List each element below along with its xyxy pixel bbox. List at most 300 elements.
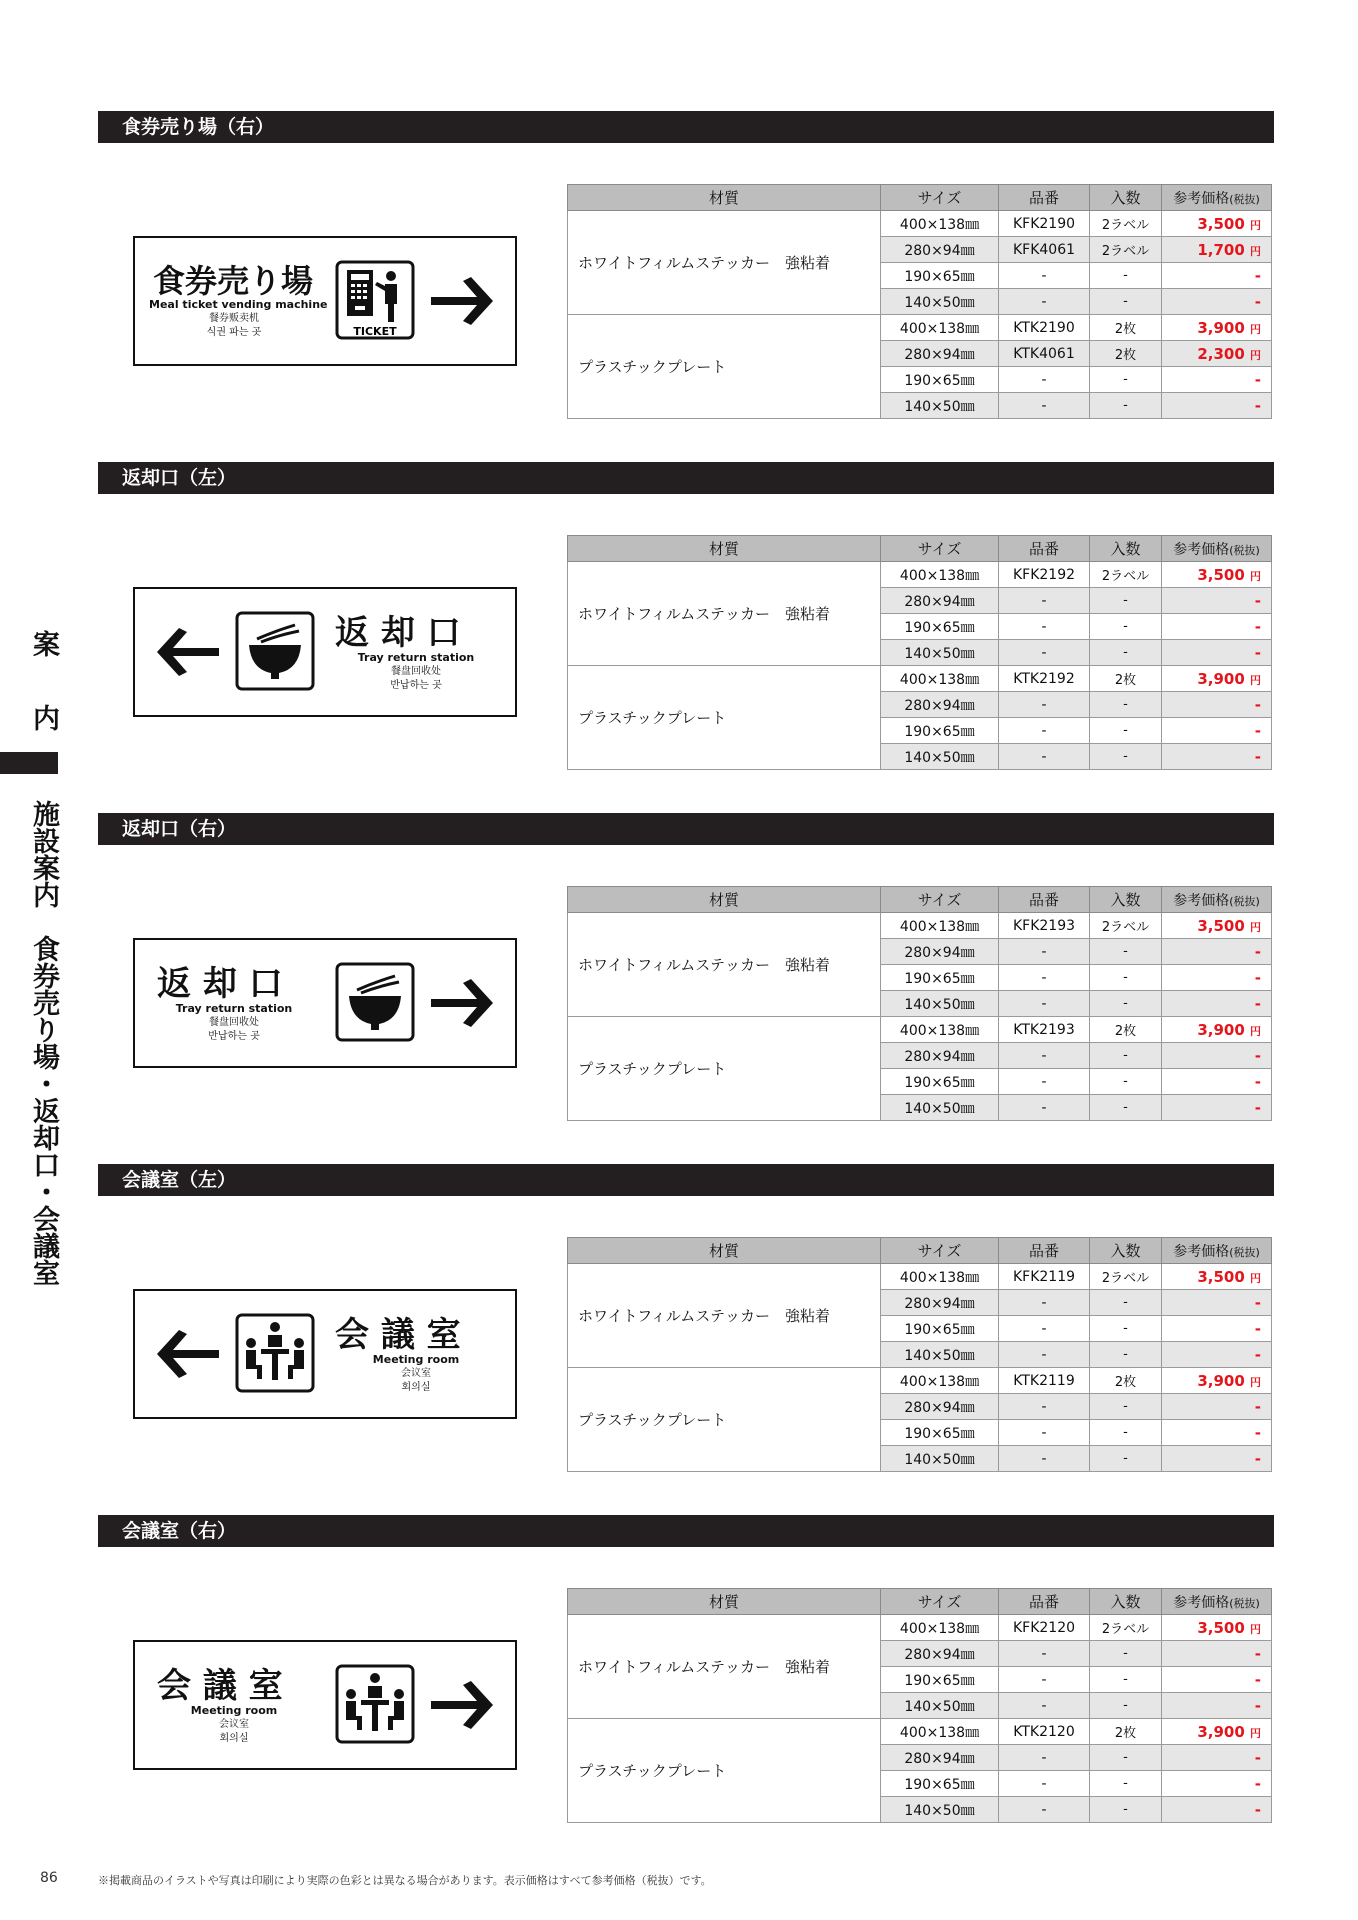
size-cell: 140×50㎜ — [881, 393, 999, 419]
price-value: - — [1254, 1774, 1261, 1793]
price-value: - — [1254, 1046, 1261, 1065]
header-material: 材質 — [568, 185, 881, 211]
header-material: 材質 — [568, 1589, 881, 1615]
price-cell — [1162, 666, 1272, 692]
price-unit: 円 — [1250, 920, 1261, 934]
price-cell — [1162, 1043, 1272, 1069]
table-row — [568, 315, 1272, 341]
product-section — [98, 111, 1274, 441]
size-cell: 140×50㎜ — [881, 744, 999, 770]
price-cell — [1162, 237, 1272, 263]
section-title: 返却口（左） — [98, 462, 1274, 494]
qty-cell: - — [1090, 744, 1162, 770]
price-unit: 円 — [1250, 1726, 1261, 1740]
qty-cell: - — [1090, 263, 1162, 289]
price-cell — [1162, 1797, 1272, 1823]
price-value: - — [1254, 617, 1261, 636]
price-cell — [1162, 393, 1272, 419]
price-cell — [1162, 1420, 1272, 1446]
header-code: 品番 — [999, 536, 1090, 562]
size-cell: 140×50㎜ — [881, 991, 999, 1017]
code-cell: - — [999, 1693, 1090, 1719]
table-header-row — [568, 185, 1272, 211]
qty-cell: - — [1090, 1693, 1162, 1719]
price-cell — [1162, 913, 1272, 939]
header-material: 材質 — [568, 1238, 881, 1264]
price-cell — [1162, 1017, 1272, 1043]
sign-korean: 회의실 — [219, 1733, 249, 1744]
price-unit: 円 — [1250, 348, 1261, 362]
qty-cell: 2ラベル — [1090, 237, 1162, 263]
price-unit: 円 — [1250, 569, 1261, 583]
material-cell: プラスチックプレート — [568, 1368, 881, 1472]
sign-multilingual — [149, 1704, 319, 1746]
price-cell — [1162, 1446, 1272, 1472]
code-cell: - — [999, 1420, 1090, 1446]
qty-cell: - — [1090, 289, 1162, 315]
price-value: 3,900 — [1197, 1371, 1245, 1390]
qty-cell: - — [1090, 965, 1162, 991]
code-cell: KTK2190 — [999, 315, 1090, 341]
qty-cell: - — [1090, 1797, 1162, 1823]
price-value: - — [1254, 1345, 1261, 1364]
qty-cell: 2枚 — [1090, 341, 1162, 367]
size-cell: 400×138㎜ — [881, 1017, 999, 1043]
price-cell — [1162, 588, 1272, 614]
price-value: - — [1254, 1397, 1261, 1416]
header-code: 品番 — [999, 185, 1090, 211]
material-cell: プラスチックプレート — [568, 315, 881, 419]
price-unit: 円 — [1250, 1622, 1261, 1636]
size-cell: 280×94㎜ — [881, 341, 999, 367]
material-cell: プラスチックプレート — [568, 1017, 881, 1121]
material-cell: プラスチックプレート — [568, 1719, 881, 1823]
price-cell — [1162, 1095, 1272, 1121]
code-cell: KTK2119 — [999, 1368, 1090, 1394]
sign-illustration — [133, 587, 517, 717]
code-cell: - — [999, 1290, 1090, 1316]
code-cell: - — [999, 367, 1090, 393]
arrow-left-icon — [153, 624, 223, 680]
qty-cell: 2ラベル — [1090, 562, 1162, 588]
spec-table — [567, 886, 1272, 1121]
sign-chinese: 餐券贩卖机 — [209, 313, 259, 324]
sign-illustration — [133, 1640, 517, 1770]
price-cell — [1162, 289, 1272, 315]
price-unit: 円 — [1250, 322, 1261, 336]
header-size: サイズ — [881, 185, 999, 211]
price-cell — [1162, 744, 1272, 770]
code-cell: - — [999, 1446, 1090, 1472]
table-header-row — [568, 1589, 1272, 1615]
price-value: - — [1254, 942, 1261, 961]
price-value: - — [1254, 1696, 1261, 1715]
arrow-left-icon — [153, 1326, 223, 1382]
header-price-label: 参考価格 — [1173, 190, 1230, 207]
price-cell — [1162, 1394, 1272, 1420]
qty-cell: 2枚 — [1090, 1017, 1162, 1043]
spec-table — [567, 1588, 1272, 1823]
price-value: 3,900 — [1197, 1020, 1245, 1039]
table-header-row — [568, 1238, 1272, 1264]
meeting-room-icon — [335, 1664, 415, 1744]
price-cell — [1162, 692, 1272, 718]
qty-cell: - — [1090, 1342, 1162, 1368]
size-cell: 280×94㎜ — [881, 588, 999, 614]
sign-illustration — [133, 938, 517, 1068]
price-value: 2,300 — [1197, 344, 1245, 363]
qty-cell: - — [1090, 991, 1162, 1017]
price-cell — [1162, 1771, 1272, 1797]
header-price-label: 参考価格 — [1173, 892, 1230, 909]
price-cell — [1162, 1264, 1272, 1290]
side-tab-bottom: 施設案内 食券売り場・返却口・会議室 — [28, 800, 59, 1286]
code-cell: KFK2192 — [999, 562, 1090, 588]
qty-cell: 2ラベル — [1090, 1264, 1162, 1290]
code-cell: - — [999, 640, 1090, 666]
code-cell: - — [999, 1641, 1090, 1667]
price-value: - — [1254, 1293, 1261, 1312]
price-value: 3,900 — [1197, 669, 1245, 688]
price-cell — [1162, 1069, 1272, 1095]
price-cell — [1162, 1316, 1272, 1342]
size-cell: 190×65㎜ — [881, 263, 999, 289]
section-title: 食券売り場（右） — [98, 111, 1274, 143]
product-section — [98, 1515, 1274, 1845]
header-price-label: 参考価格 — [1173, 1594, 1230, 1611]
header-price-note: (税抜) — [1229, 1596, 1260, 1610]
header-size: サイズ — [881, 1238, 999, 1264]
qty-cell: 2ラベル — [1090, 1615, 1162, 1641]
header-material: 材質 — [568, 536, 881, 562]
qty-cell: - — [1090, 1745, 1162, 1771]
material-cell: ホワイトフィルムステッカー 強粘着 — [568, 1264, 881, 1368]
size-cell: 400×138㎜ — [881, 1264, 999, 1290]
size-cell: 190×65㎜ — [881, 718, 999, 744]
spec-table — [567, 1237, 1272, 1472]
code-cell: - — [999, 393, 1090, 419]
qty-cell: - — [1090, 1069, 1162, 1095]
price-cell — [1162, 367, 1272, 393]
sign-multilingual — [149, 298, 328, 340]
arrow-right-icon — [427, 1677, 497, 1733]
size-cell: 140×50㎜ — [881, 1095, 999, 1121]
product-section — [98, 1164, 1274, 1494]
qty-cell: - — [1090, 1420, 1162, 1446]
code-cell: - — [999, 744, 1090, 770]
table-row — [568, 666, 1272, 692]
product-section — [98, 462, 1274, 792]
price-cell — [1162, 1615, 1272, 1641]
price-value: 1,700 — [1197, 240, 1245, 259]
price-unit: 円 — [1250, 244, 1261, 258]
header-qty: 入数 — [1090, 185, 1162, 211]
size-cell: 280×94㎜ — [881, 1641, 999, 1667]
size-cell: 140×50㎜ — [881, 1342, 999, 1368]
section-title: 返却口（右） — [98, 813, 1274, 845]
size-cell: 280×94㎜ — [881, 237, 999, 263]
arrow-right-icon — [427, 975, 497, 1031]
price-cell — [1162, 1342, 1272, 1368]
header-price — [1162, 185, 1272, 211]
header-code: 品番 — [999, 887, 1090, 913]
size-cell: 280×94㎜ — [881, 939, 999, 965]
code-cell: - — [999, 1095, 1090, 1121]
price-unit: 円 — [1250, 1024, 1261, 1038]
code-cell: KFK4061 — [999, 237, 1090, 263]
code-cell: - — [999, 1069, 1090, 1095]
price-value: - — [1254, 994, 1261, 1013]
table-row — [568, 1017, 1272, 1043]
sign-korean: 회의실 — [401, 1382, 431, 1393]
header-material: 材質 — [568, 887, 881, 913]
qty-cell: - — [1090, 614, 1162, 640]
side-tab-divider — [0, 752, 58, 774]
code-cell: KTK4061 — [999, 341, 1090, 367]
price-cell — [1162, 718, 1272, 744]
product-section — [98, 813, 1274, 1143]
price-value: 3,500 — [1197, 1267, 1245, 1286]
qty-cell: - — [1090, 393, 1162, 419]
size-cell: 190×65㎜ — [881, 614, 999, 640]
price-cell — [1162, 341, 1272, 367]
qty-cell: - — [1090, 692, 1162, 718]
table-row — [568, 913, 1272, 939]
price-value: - — [1254, 292, 1261, 311]
size-cell: 280×94㎜ — [881, 1394, 999, 1420]
price-cell — [1162, 1667, 1272, 1693]
sign-main-text: 会 議 室 — [157, 1666, 283, 1706]
price-value: 3,500 — [1197, 916, 1245, 935]
ticket-machine-icon — [335, 260, 415, 340]
size-cell: 280×94㎜ — [881, 1043, 999, 1069]
price-cell — [1162, 211, 1272, 237]
size-cell: 140×50㎜ — [881, 1797, 999, 1823]
price-value: - — [1254, 396, 1261, 415]
price-cell — [1162, 1693, 1272, 1719]
table-row — [568, 1264, 1272, 1290]
price-value: - — [1254, 968, 1261, 987]
sign-english: Tray return station — [175, 1002, 293, 1015]
code-cell: - — [999, 692, 1090, 718]
code-cell: KTK2192 — [999, 666, 1090, 692]
header-price-note: (税抜) — [1229, 192, 1260, 206]
sign-main-text: 会 議 室 — [335, 1315, 461, 1355]
sign-multilingual — [149, 1002, 319, 1044]
code-cell: - — [999, 1043, 1090, 1069]
qty-cell: 2枚 — [1090, 1368, 1162, 1394]
price-value: 3,500 — [1197, 565, 1245, 584]
sign-multilingual — [331, 1353, 501, 1395]
size-cell: 400×138㎜ — [881, 211, 999, 237]
price-value: - — [1254, 1423, 1261, 1442]
bowl-chopsticks-icon — [335, 962, 415, 1042]
size-cell: 400×138㎜ — [881, 315, 999, 341]
meeting-room-icon — [235, 1313, 315, 1393]
spec-table — [567, 535, 1272, 770]
sign-main-text: 返 却 口 — [157, 964, 283, 1004]
price-value: - — [1254, 1644, 1261, 1663]
price-cell — [1162, 991, 1272, 1017]
sign-english: Meal ticket vending machine — [149, 298, 328, 311]
table-row — [568, 1615, 1272, 1641]
sign-illustration — [133, 236, 517, 366]
price-value: - — [1254, 1319, 1261, 1338]
price-cell — [1162, 1290, 1272, 1316]
header-price — [1162, 1589, 1272, 1615]
size-cell: 140×50㎜ — [881, 1693, 999, 1719]
price-value: - — [1254, 1800, 1261, 1819]
code-cell: - — [999, 614, 1090, 640]
section-title: 会議室（左） — [98, 1164, 1274, 1196]
table-row — [568, 211, 1272, 237]
size-cell: 140×50㎜ — [881, 1446, 999, 1472]
code-cell: KTK2193 — [999, 1017, 1090, 1043]
size-cell: 190×65㎜ — [881, 1069, 999, 1095]
header-price-note: (税抜) — [1229, 894, 1260, 908]
price-value: - — [1254, 721, 1261, 740]
header-code: 品番 — [999, 1238, 1090, 1264]
code-cell: - — [999, 1394, 1090, 1420]
header-price — [1162, 536, 1272, 562]
price-cell — [1162, 1368, 1272, 1394]
code-cell: KTK2120 — [999, 1719, 1090, 1745]
price-value: - — [1254, 747, 1261, 766]
size-cell: 400×138㎜ — [881, 562, 999, 588]
table-row — [568, 1368, 1272, 1394]
header-qty: 入数 — [1090, 887, 1162, 913]
section-title: 会議室（右） — [98, 1515, 1274, 1547]
size-cell: 400×138㎜ — [881, 666, 999, 692]
price-value: 3,900 — [1197, 318, 1245, 337]
sign-english: Meeting room — [190, 1704, 278, 1717]
price-value: - — [1254, 1748, 1261, 1767]
price-cell — [1162, 1745, 1272, 1771]
price-value: - — [1254, 1449, 1261, 1468]
code-cell: - — [999, 1316, 1090, 1342]
qty-cell: - — [1090, 1771, 1162, 1797]
price-unit: 円 — [1250, 673, 1261, 687]
price-value: - — [1254, 266, 1261, 285]
page-number: 86 — [40, 1870, 58, 1886]
qty-cell: - — [1090, 1290, 1162, 1316]
qty-cell: - — [1090, 1316, 1162, 1342]
price-cell — [1162, 1719, 1272, 1745]
table-header-row — [568, 887, 1272, 913]
header-qty: 入数 — [1090, 1238, 1162, 1264]
price-cell — [1162, 640, 1272, 666]
code-cell: - — [999, 1797, 1090, 1823]
code-cell: KFK2120 — [999, 1615, 1090, 1641]
header-price — [1162, 1238, 1272, 1264]
price-unit: 円 — [1250, 1271, 1261, 1285]
price-value: - — [1254, 695, 1261, 714]
qty-cell: - — [1090, 1095, 1162, 1121]
price-unit: 円 — [1250, 1375, 1261, 1389]
price-cell — [1162, 939, 1272, 965]
sign-main-text: 返 却 口 — [335, 613, 461, 653]
code-cell: - — [999, 991, 1090, 1017]
price-value: - — [1254, 370, 1261, 389]
price-cell — [1162, 562, 1272, 588]
qty-cell: - — [1090, 1394, 1162, 1420]
code-cell: - — [999, 965, 1090, 991]
header-qty: 入数 — [1090, 1589, 1162, 1615]
qty-cell: - — [1090, 939, 1162, 965]
price-cell — [1162, 614, 1272, 640]
code-cell: - — [999, 939, 1090, 965]
qty-cell: - — [1090, 1641, 1162, 1667]
size-cell: 190×65㎜ — [881, 1420, 999, 1446]
sign-korean: 반납하는 곳 — [390, 680, 442, 691]
side-tab-top: 案 内 — [28, 630, 59, 741]
code-cell: KFK2190 — [999, 211, 1090, 237]
size-cell: 190×65㎜ — [881, 965, 999, 991]
header-size: サイズ — [881, 536, 999, 562]
header-size: サイズ — [881, 1589, 999, 1615]
footnote: ※掲載商品のイラストや写真は印刷により実際の色彩とは異なる場合があります。表示価格はすべて参考価格（税抜）です。 — [98, 1874, 712, 1887]
sign-korean: 반납하는 곳 — [208, 1031, 260, 1042]
code-cell: - — [999, 1745, 1090, 1771]
sign-chinese: 餐盘回收处 — [209, 1017, 259, 1028]
sign-english: Tray return station — [357, 651, 475, 664]
sign-main-text: 食券売り場 — [153, 262, 314, 300]
table-row — [568, 1719, 1272, 1745]
code-cell: - — [999, 1667, 1090, 1693]
qty-cell: - — [1090, 1667, 1162, 1693]
qty-cell: - — [1090, 588, 1162, 614]
size-cell: 190×65㎜ — [881, 367, 999, 393]
price-value: 3,900 — [1197, 1722, 1245, 1741]
code-cell: KFK2119 — [999, 1264, 1090, 1290]
material-cell: ホワイトフィルムステッカー 強粘着 — [568, 1615, 881, 1719]
price-value: 3,500 — [1197, 1618, 1245, 1637]
table-header-row — [568, 536, 1272, 562]
material-cell: ホワイトフィルムステッカー 強粘着 — [568, 913, 881, 1017]
sign-chinese: 会议室 — [219, 1719, 249, 1730]
size-cell: 400×138㎜ — [881, 1368, 999, 1394]
header-price-note: (税抜) — [1229, 1245, 1260, 1259]
sign-chinese: 餐盘回收处 — [391, 666, 441, 677]
size-cell: 280×94㎜ — [881, 692, 999, 718]
price-cell — [1162, 1641, 1272, 1667]
price-value: 3,500 — [1197, 214, 1245, 233]
header-price-label: 参考価格 — [1173, 1243, 1230, 1260]
code-cell: - — [999, 588, 1090, 614]
code-cell: - — [999, 718, 1090, 744]
qty-cell: - — [1090, 718, 1162, 744]
table-row — [568, 562, 1272, 588]
sign-korean: 식권 파는 곳 — [206, 327, 262, 338]
qty-cell: 2枚 — [1090, 315, 1162, 341]
arrow-right-icon — [427, 273, 497, 329]
qty-cell: 2枚 — [1090, 666, 1162, 692]
sign-illustration — [133, 1289, 517, 1419]
size-cell: 140×50㎜ — [881, 640, 999, 666]
material-cell: ホワイトフィルムステッカー 強粘着 — [568, 562, 881, 666]
material-cell: ホワイトフィルムステッカー 強粘着 — [568, 211, 881, 315]
qty-cell: - — [1090, 640, 1162, 666]
qty-cell: 2枚 — [1090, 1719, 1162, 1745]
sign-chinese: 会议室 — [401, 1368, 431, 1379]
qty-cell: 2ラベル — [1090, 211, 1162, 237]
header-size: サイズ — [881, 887, 999, 913]
size-cell: 400×138㎜ — [881, 1719, 999, 1745]
size-cell: 400×138㎜ — [881, 1615, 999, 1641]
header-qty: 入数 — [1090, 536, 1162, 562]
qty-cell: - — [1090, 1043, 1162, 1069]
price-cell — [1162, 965, 1272, 991]
